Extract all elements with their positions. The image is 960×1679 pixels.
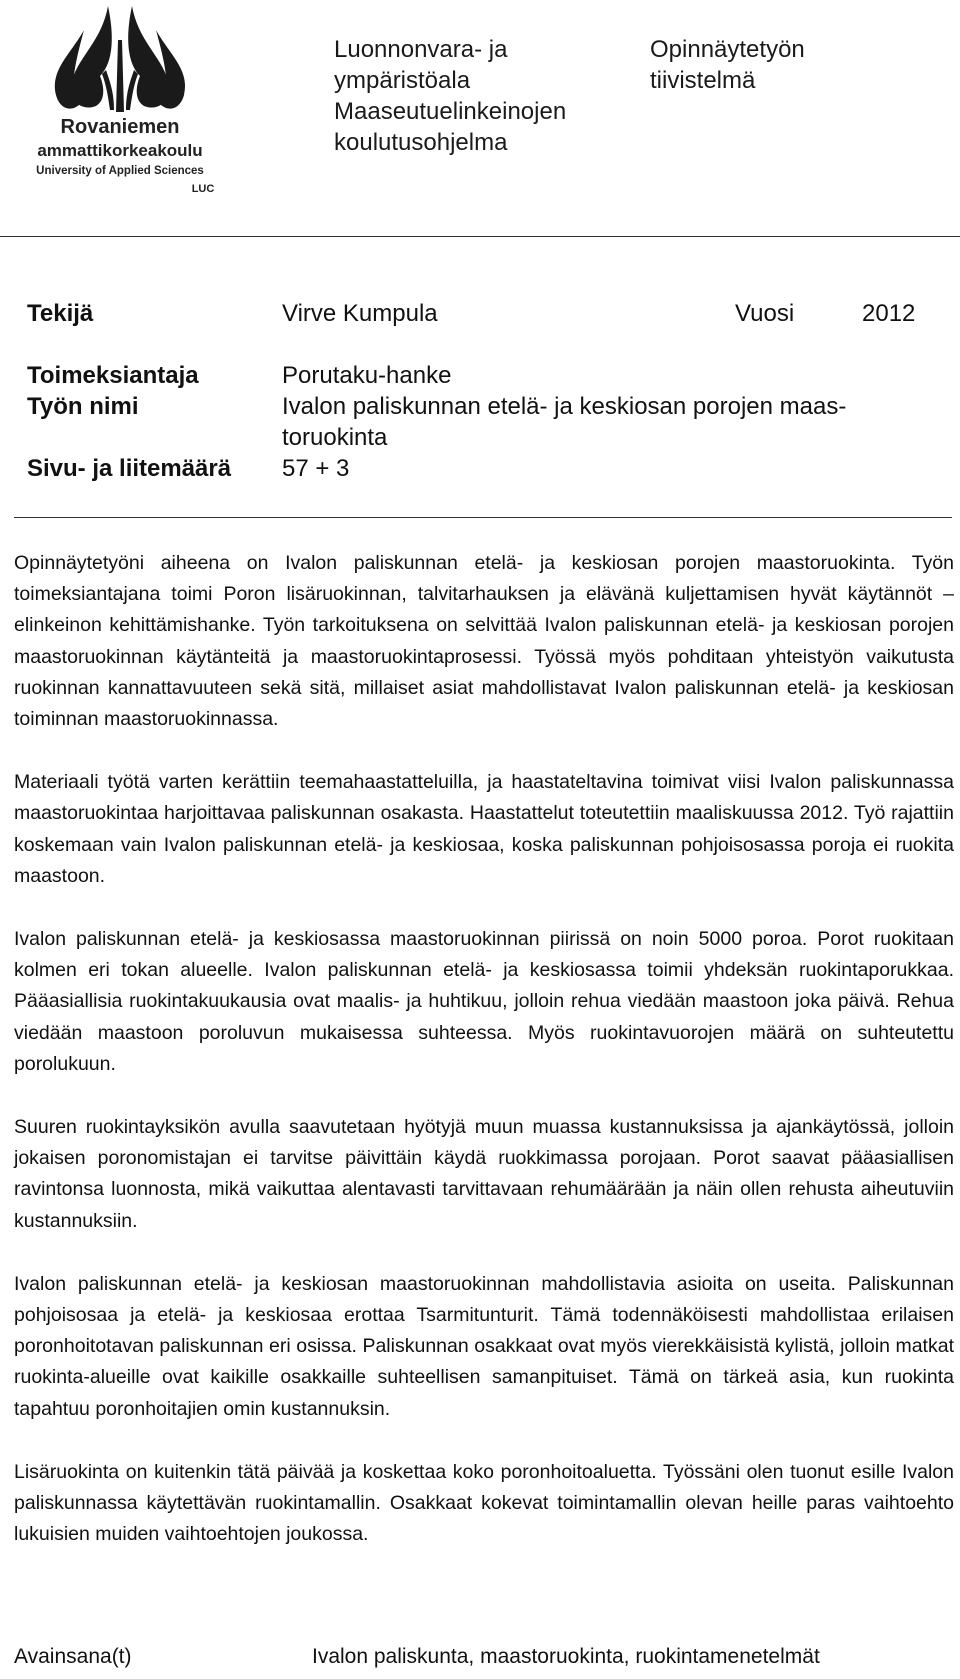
- keywords-value: Ivalon paliskunta, maastoruokinta, ruokintamenetelmät: [312, 1645, 820, 1668]
- client-value: Porutaku-hanke: [282, 362, 452, 389]
- document-type-block: [650, 34, 930, 96]
- client-label: Toimeksiantaja: [27, 362, 199, 389]
- department-line: Luonnonvara- ja: [334, 36, 508, 63]
- year-label: Vuosi: [735, 300, 795, 327]
- pages-label: Sivu- ja liitemäärä: [27, 455, 232, 482]
- logo-text-line2: ammattikorkeakoulu: [37, 141, 203, 160]
- logo-text-line1: Rovaniemen: [60, 116, 180, 138]
- abstract: [14, 548, 954, 1550]
- department-line: ympäristöala: [334, 67, 471, 94]
- department-line: Maaseutuelinkeinojen: [334, 98, 567, 125]
- author-label: Tekijä: [27, 300, 94, 327]
- abstract-paragraph: Materiaali työtä varten kerättiin teemahaastatteluilla, ja haastateltavina toimivat viisi Ivalon paliskunnassa maastoruokintaa harjoittavaa paliskunnan osakasta. Haastattelut toteutettiin maaliskuussa 2012. Työ rajattiin koskemaan vain Ivalon paliskunnan etelä- ja keskiosaa, koska paliskunnan pohjoisosassa poroja ei ruokita maastoon.: [14, 771, 954, 887]
- title-value-line1: Ivalon paliskunnan etelä- ja keskiosan porojen maas-: [282, 393, 847, 420]
- abstract-paragraph: Opinnäytetyöni aiheena on Ivalon paliskunnan etelä- ja keskiosan porojen maastoruokinta. Työn toimeksiantajana toimi Poron lisäruokinnan, talvitarhauksen ja elävänä kuljettamisen hyvät käytännöt – elinkeinon kehittämishanke. Työn tarkoituksena on selvittää Ivalon paliskunnan etelä- ja keskiosan porojen maastoruokinnan käytänteitä ja maastoruokintaprosessi. Työssä myös pohditaan yhteistyön vaikutusta ruokinnan kannattavuuteen sekä sitä, millaiset asiat mahdollistavat Ivalon paliskunnan etelä- ja keskiosan toiminnan maastoruokinnassa.: [14, 552, 954, 731]
- keywords-label: Avainsana(t): [14, 1645, 132, 1668]
- logo-text-line4: LUC: [191, 183, 215, 195]
- year-value: 2012: [862, 300, 916, 327]
- title-label: Työn nimi: [27, 393, 139, 420]
- abstract-paragraph: Lisäruokinta on kuitenkin tätä päivää ja koskettaa koko poronhoitoaluetta. Työssäni olen tuonut esille Ivalon paliskunnassa käytettävän ruokintamallin. Osakkaat kokevat toimintamallin olevan heille paras vaihtoehto lukuisien muiden vaihtoehtojen joukossa.: [14, 1460, 954, 1546]
- document-type-line: Opinnäytetyön: [650, 36, 805, 63]
- header-divider: [0, 236, 960, 237]
- document-type-line: tiivistelmä: [650, 67, 756, 94]
- pages-value: 57 + 3: [282, 455, 350, 482]
- university-logo: [10, 0, 235, 215]
- author-value: Virve Kumpula: [282, 300, 438, 327]
- rovaniemi-antler-logo-icon: [10, 0, 235, 215]
- meta-divider: [14, 517, 952, 518]
- abstract-paragraph: Ivalon paliskunnan etelä- ja keskiosassa maastoruokinnan piirissä on noin 5000 poroa. Porot ruokitaan kolmen eri tokan alueelle. Ivalon paliskunnan etelä- ja keskiosassa toimii yhdeksän ruokintaporukkaa. Pääasiallisia ruokintakuukausia ovat maalis- ja huhtikuu, jolloin rehua viedään maastoon joka päivä. Rehua viedään maastoon poroluvun mukaisessa suhteessa. Myös ruokintavuorojen määrä on suhteutettu porolukuun.: [14, 928, 954, 1075]
- department-line: koulutusohjelma: [334, 129, 508, 156]
- abstract-paragraph: Ivalon paliskunnan etelä- ja keskiosan maastoruokinnan mahdollistavia asioita on useita. Paliskunnan pohjoisosaa ja etelä- ja keskiosaa erottaa Tsarmitunturit. Tämä todennäköisesti mahdollistaa erilaisen poronhoitotavan paliskunnan eri osissa. Paliskunnan osakkaat ovat myös vierekkäisistä kylistä, jolloin matkat ruokinta-alueille ovat kaikille osakkaille suhteellisen samanpituiset. Tämä on tärkeä asia, kun ruokinta tapahtuu poronhoitajien omin kustannuksin.: [14, 1272, 954, 1420]
- title-value-line2: toruokinta: [282, 424, 388, 451]
- department-block: [334, 34, 634, 158]
- logo-text-line3: University of Applied Sciences: [36, 165, 204, 177]
- abstract-paragraph: Suuren ruokintayksikön avulla saavutetaan hyötyjä muun muassa kustannuksissa ja ajankäytössä, jolloin jokaisen poronomistajan ei tarvitse päivittäin käydä ruokkimassa porojaan. Porot saavat pääasiallisen ravintonsa luonnosta, mikä vaikuttaa alentavasti tarvittavaan rehumäärään ja näin ollen rehusta aiheutuviin kustannuksiin.: [14, 1116, 954, 1232]
